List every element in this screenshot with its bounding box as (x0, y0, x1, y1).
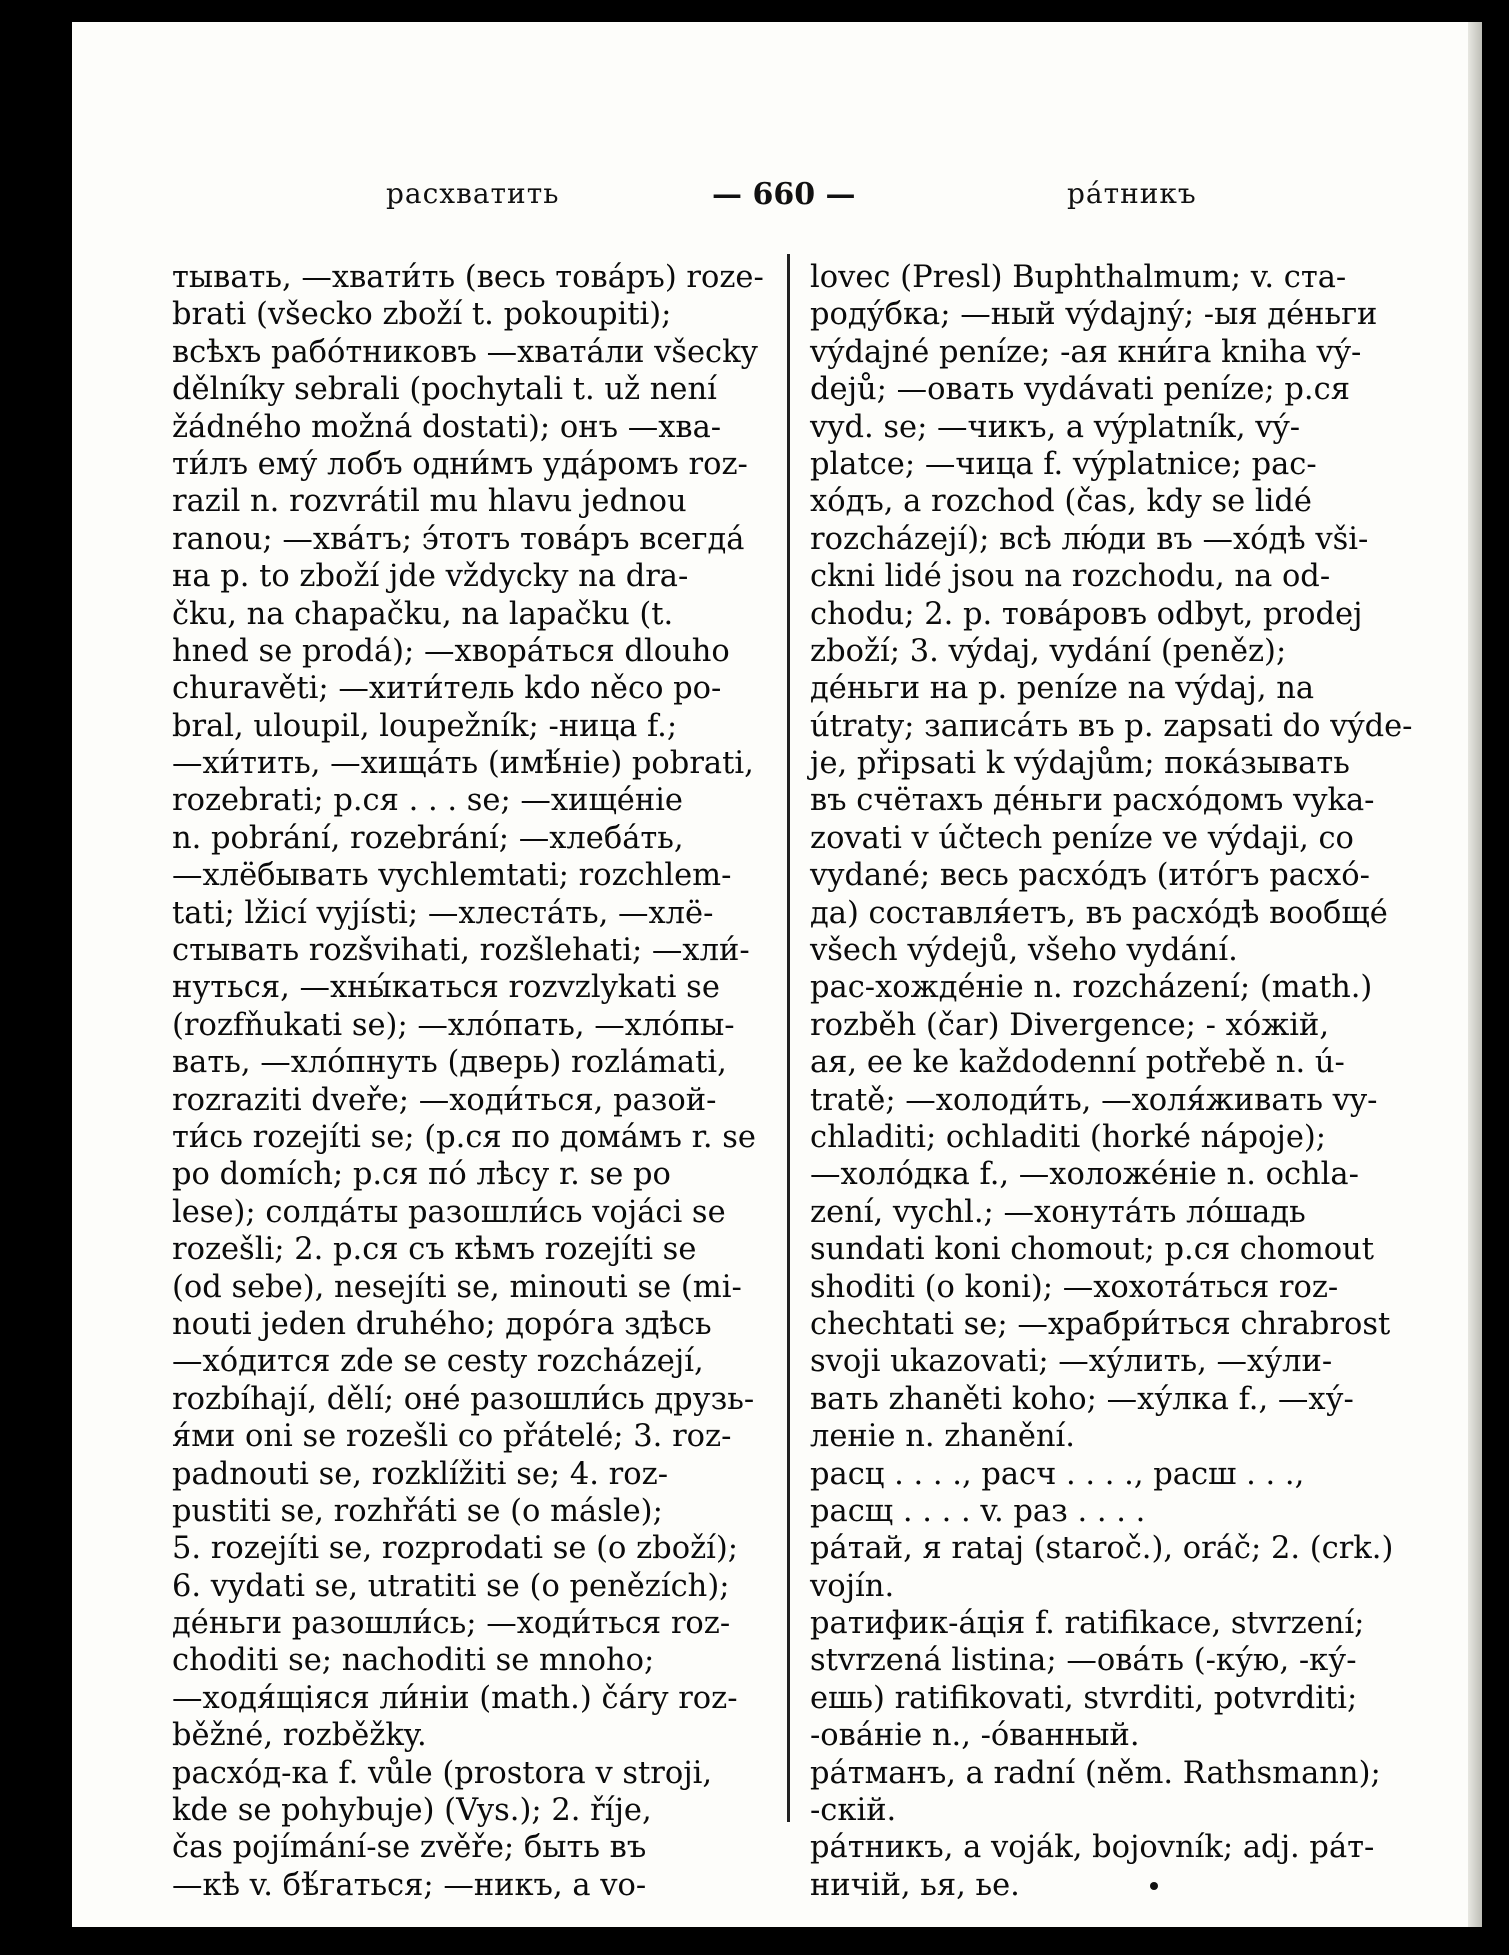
right-line: tratě; —холоди́ть, —холя́живать vy- (810, 1082, 1378, 1118)
left-line: нуться, —хны́каться rozvzlykati se (172, 970, 720, 1006)
left-line: nouti jeden druhého; доро́га здѣсь (172, 1306, 712, 1342)
left-line: (od sebe), nesejíti se, minouti se (mi- (172, 1269, 742, 1305)
ink-speck (1150, 1882, 1158, 1890)
right-line: stvrzená listina; —ова́ть (-ку́ю, -ку́- (810, 1643, 1357, 1679)
right-line: vydané; весь расхо́дъ (ито́гъ расхо́- (810, 858, 1370, 894)
right-line: расц . . . ., расч . . . ., расш . . ., (810, 1456, 1305, 1492)
right-line: zení, vychl.; —хонута́ть ло́шадь (810, 1194, 1306, 1230)
header-left-guideword: расхватить (386, 177, 560, 210)
left-line: dělníky sebrali (pochytali t. už není (172, 372, 717, 408)
left-line: 6. vydati se, utratiti se (o penězích); (172, 1568, 730, 1604)
page-edge-shadow (1468, 22, 1482, 1927)
left-line: де́ньги разошли́сь; —ходи́ться roz- (172, 1606, 731, 1642)
left-line: rozbíhají, dělí; оне́ разошли́сь друзь- (172, 1381, 755, 1417)
left-line: churavěti; —хити́тель kdo něco po- (172, 671, 722, 707)
right-line: všech výdejů, všeho vydání. (810, 933, 1238, 969)
right-line: -скій. (810, 1793, 897, 1829)
right-line: rozběh (čar) Divergence; - хо́жій, (810, 1007, 1330, 1043)
right-line: shoditi (o koni); —хохота́ться roz- (810, 1269, 1339, 1305)
right-line: ая, ее ke každodenní potřebě n. ú- (810, 1045, 1345, 1081)
left-line: kde se pohybuje) (Vys.); 2. říje, (172, 1793, 652, 1829)
left-line: běžné, rozběžky. (172, 1718, 427, 1754)
right-line: роду́бка; —ный výdajný; -ыя де́ньги (810, 297, 1378, 333)
header-right-guideword: ра́тникъ (1067, 177, 1197, 210)
right-line: расщ . . . . v. раз . . . . (810, 1493, 1146, 1529)
left-line: žádného možná dostati); онъ —хва- (172, 409, 722, 445)
right-line: lovec (Presl) Buphthalmum; v. ста- (810, 260, 1347, 295)
right-line: zboží; 3. výdaj, vydání (peněz); (810, 633, 1287, 669)
right-line: —холо́дка f., —холоже́ніе n. ochla- (810, 1157, 1359, 1193)
left-line: tati; lžicí vyjísti; —хлеста́ть, —хлё- (172, 895, 714, 931)
column-divider (787, 254, 790, 1822)
right-line: dejů; —овать vydávati peníze; р.ся (810, 372, 1350, 408)
right-line: да) составля́етъ, въ расхо́дѣ вообще́ (810, 895, 1388, 931)
right-line: chodu; 2. р. това́ровъ odbyt, prodej (810, 596, 1363, 632)
right-line: вать zhaněti koho; —ху́лка f., —ху́- (810, 1381, 1354, 1417)
left-line: rozešli; 2. р.ся съ кѣмъ rozejíti se (172, 1232, 697, 1268)
right-column (810, 259, 1470, 1904)
left-line: —хи́тить, —хища́ть (имѣ́ніе) pobrati, (172, 746, 754, 782)
left-line: —хо́дится zde se cesty rozcházejí, (172, 1344, 704, 1380)
right-line: svoji ukazovati; —ху́лить, —ху́ли- (810, 1344, 1333, 1380)
right-line: vojín. (810, 1568, 895, 1604)
right-line: ра́тай, я rataj (staroč.), oráč; 2. (crk.) (810, 1531, 1394, 1567)
right-line: vyd. se; —чикъ, a výplatník, vý- (810, 409, 1300, 445)
right-line: ckni lidé jsou na rozchodu, na od- (810, 559, 1331, 595)
right-line: zovati v účtech peníze ve výdaji, co (810, 820, 1354, 856)
right-line: útraty; записа́ть въ р. zapsati do výde- (810, 708, 1413, 744)
right-line: леніе n. zhanění. (810, 1419, 1075, 1455)
left-column (172, 259, 832, 1904)
left-line: вать, —хло́пнуть (дверь) rozlámati, (172, 1045, 727, 1081)
right-line: -ова́ніе n., -о́ванный. (810, 1718, 1140, 1754)
right-line: де́ньги на р. peníze na výdaj, na (810, 671, 1315, 707)
right-line: рас-хожде́ніе n. rozcházení; (math.) (810, 970, 1373, 1006)
left-line: всѣхъ рабо́тниковъ —хвата́ли všecky (172, 334, 758, 370)
right-line: sundati koni chomout; р.ся chomout (810, 1232, 1375, 1268)
left-line: —ходя́щіяся ли́ніи (math.) čáry roz- (172, 1680, 738, 1716)
running-header (72, 177, 1482, 217)
right-line: ратифик-а́ція f. ratifikace, stvrzení; (810, 1606, 1365, 1642)
left-line: rozraziti dveře; —ходи́ться, разой- (172, 1082, 717, 1118)
left-line: rozebrati; р.ся . . . se; —хище́ніе (172, 783, 683, 819)
right-line: výdajné peníze; -ая кни́га kniha vý- (810, 334, 1362, 370)
left-line: bral, uloupil, loupežník; -ница f.; (172, 708, 678, 744)
right-line: ешь) ratifikovati, stvrditi, potvrditi; (810, 1680, 1358, 1716)
right-line: rozcházejí); всѣ лю́ди въ —хо́дѣ vši- (810, 521, 1369, 557)
right-line: je, připsati k výdajům; пока́зывать (810, 746, 1350, 782)
left-line: —кѣ v. бѣ́гаться; —никъ, a vo- (172, 1867, 647, 1903)
right-line: хо́дъ, a rozchod (čas, kdy se lidé (810, 484, 1312, 520)
left-line: lese); солда́ты разошли́сь vojáci se (172, 1194, 726, 1230)
left-line: brati (všecko zboží t. pokoupiti); (172, 297, 672, 333)
left-line: čas pojímání-se zvěře; быть въ (172, 1830, 647, 1866)
right-line: ра́тникъ, a voják, bojovník; adj. ра́т- (810, 1830, 1375, 1866)
left-line: (rozfňukati se); —хло́пать, —хло́пы- (172, 1007, 735, 1043)
page-number: — 660 — (712, 177, 856, 212)
left-line: ти́лъ ему́ лобъ одни́мъ уда́ромъ roz- (172, 446, 748, 482)
left-line: ranou; —хва́тъ; э́тотъ това́ръ всегда́ (172, 521, 745, 557)
left-line: čku, na chapačku, na lapačku (t. (172, 596, 674, 632)
left-line: choditi se; nachoditi se mnoho; (172, 1643, 655, 1679)
left-line: razil n. rozvrátil mu hlavu jednou (172, 484, 687, 520)
right-line: chladiti; ochladiti (horké nápoje); (810, 1119, 1327, 1155)
left-line: —хлёбывать vychlemtati; rozchlem- (172, 858, 732, 894)
right-line: ничій, ья, ье. (810, 1867, 1020, 1903)
left-line: 5. rozejíti se, rozprodati se (o zboží); (172, 1531, 739, 1567)
left-line: hned se prodá); —хвора́ться dlouho (172, 633, 730, 669)
left-line: расхо́д-ка f. vůle (prostora v stroji, (172, 1755, 713, 1791)
left-line: padnouti se, rozklížiti se; 4. roz- (172, 1456, 668, 1492)
left-line: стывать rozšvihati, rozšlehati; —хли́- (172, 933, 750, 969)
left-line: я́ми oni se rozešli co přátelé; 3. roz- (172, 1419, 732, 1455)
right-line: въ счётахъ де́ньги расхо́домъ vyka- (810, 783, 1375, 819)
left-line: n. pobrání, rozebrání; —хлеба́ть, (172, 820, 684, 856)
left-line: pustiti se, rozhřáti se (o másle); (172, 1493, 663, 1529)
right-line: ра́тманъ, a radní (něm. Rathsmann); (810, 1755, 1381, 1791)
left-line: po domích; р.ся по́ лѣсу r. se po (172, 1157, 671, 1193)
left-line: ти́сь rozejíti se; (р.ся по дома́мъ r. se (172, 1119, 756, 1155)
left-line: на р. to zboží jde vždycky na dra- (172, 559, 689, 595)
right-line: platce; —чица f. výplatnice; рас- (810, 446, 1317, 482)
right-line: chechtati se; —храбри́ться chrabrost (810, 1306, 1391, 1342)
left-line: тывать, —хвати́ть (весь това́ръ) roze- (172, 260, 764, 295)
dictionary-page (72, 22, 1482, 1927)
